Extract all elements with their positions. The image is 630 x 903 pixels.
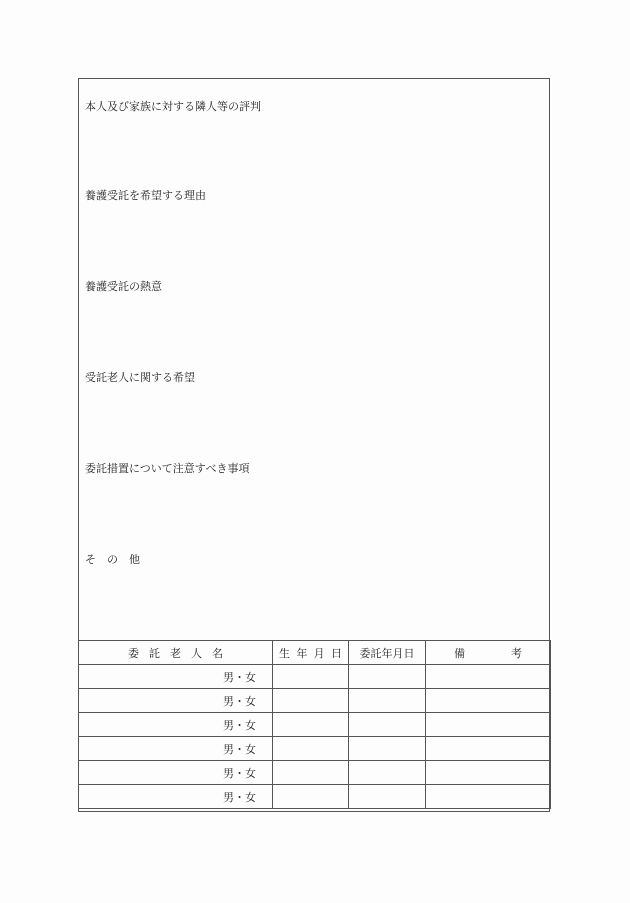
entrust-date-cell[interactable]: [349, 689, 426, 713]
entrusted-elderly-table: [78, 640, 551, 809]
section-neighbor-reputation: 本人及び家族に対する隣人等の評判: [85, 100, 261, 113]
entrust-date-cell[interactable]: [349, 761, 426, 785]
remarks-cell[interactable]: [426, 785, 551, 809]
birth-cell[interactable]: [273, 689, 349, 713]
table-row: [79, 713, 551, 737]
section-reason-for-request: 養護受託を希望する理由: [85, 189, 206, 202]
birth-cell[interactable]: [273, 737, 349, 761]
entrust-date-cell[interactable]: [349, 785, 426, 809]
name-cell[interactable]: 男・女: [79, 737, 273, 761]
entrust-date-cell[interactable]: [349, 737, 426, 761]
birth-cell[interactable]: [273, 761, 349, 785]
table-row: [79, 665, 551, 689]
section-other: そ の 他: [85, 553, 140, 566]
form-frame: [78, 78, 550, 812]
header-remarks: 備 考: [426, 641, 551, 665]
birth-cell[interactable]: [273, 665, 349, 689]
birth-cell[interactable]: [273, 785, 349, 809]
section-notes: 委託措置について注意すべき事項: [85, 462, 250, 475]
table-row: [79, 761, 551, 785]
remarks-cell[interactable]: [426, 665, 551, 689]
name-cell[interactable]: 男・女: [79, 761, 273, 785]
remarks-cell[interactable]: [426, 737, 551, 761]
table-row: [79, 737, 551, 761]
header-entrust-date: 委託年月日: [349, 641, 426, 665]
remarks-cell[interactable]: [426, 761, 551, 785]
table-header-row: [79, 641, 551, 665]
header-elderly-name: 委 託 老 人 名: [79, 641, 273, 665]
remarks-cell[interactable]: [426, 713, 551, 737]
table-row: [79, 689, 551, 713]
entrust-date-cell[interactable]: [349, 713, 426, 737]
header-birth-date: 生 年 月 日: [273, 641, 349, 665]
birth-cell[interactable]: [273, 713, 349, 737]
name-cell[interactable]: 男・女: [79, 713, 273, 737]
remarks-cell[interactable]: [426, 689, 551, 713]
name-cell[interactable]: 男・女: [79, 689, 273, 713]
section-elderly-preference: 受託老人に関する希望: [85, 371, 195, 384]
entrust-date-cell[interactable]: [349, 665, 426, 689]
table-row: [79, 785, 551, 809]
name-cell[interactable]: 男・女: [79, 665, 273, 689]
name-cell[interactable]: 男・女: [79, 785, 273, 809]
section-enthusiasm: 養護受託の熱意: [85, 280, 162, 293]
